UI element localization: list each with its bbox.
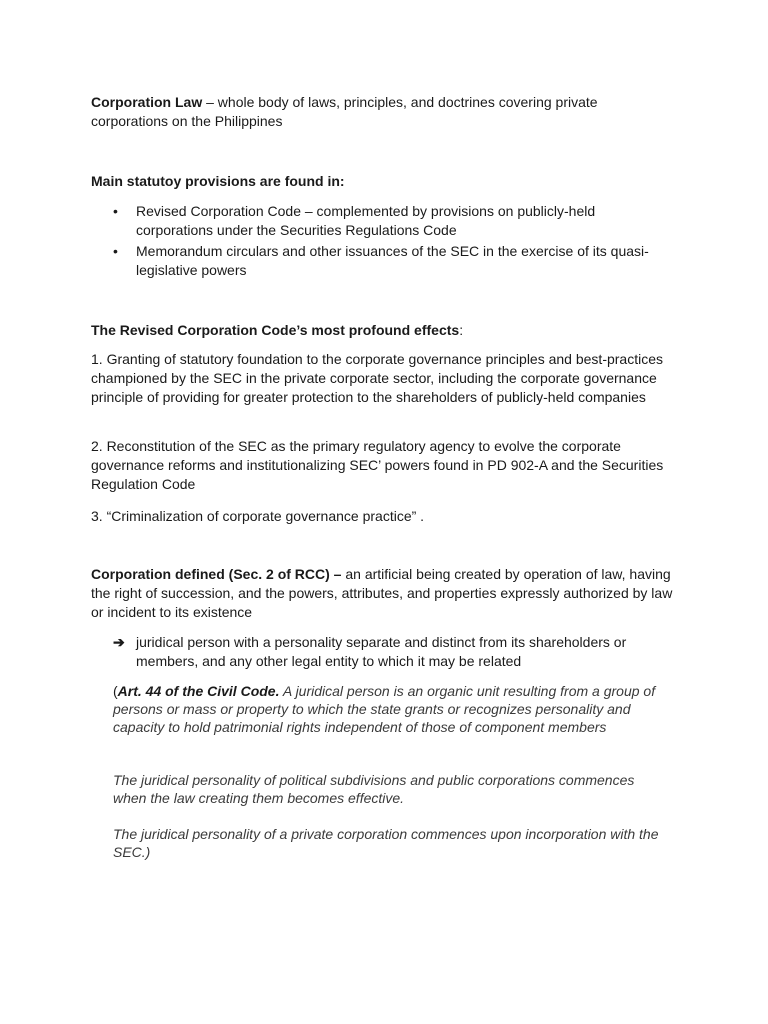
juridical-person-item: ➔ juridical person with a personality separate and distinct from its shareholders or members, and any other legal entity to which it may be related [113, 634, 627, 669]
list-item: • Memorandum circulars and other issuances of the SEC in the exercise of its quasi-legislative powers [113, 243, 649, 278]
corporation-law-term: Corporation Law [91, 94, 203, 110]
corporation-definition [91, 565, 676, 622]
definition-text: an artificial being created by operation of law, having the right of succession, and the powers, attributes, and properties expressly authorized by law or incident to its existence [91, 566, 673, 620]
civil-code-paragraph-1: (Art. 44 of the Civil Code. A juridical person is an organic unit resulting from a group of persons or mass or property to which the state grants or recognizes personality and capacity to hold patrimonial rights independent of those of component members [113, 683, 656, 735]
civil-code-paragraph-2: The juridical personality of political subdivisions and public corporations commences when the law creating them becomes effective. [113, 772, 635, 806]
provisions-list [113, 202, 673, 282]
bullet-icon: • [113, 203, 118, 219]
intro-paragraph [91, 93, 651, 131]
list-item: • Revised Corporation Code – complemented by provisions on publicly-held corporations under the Securities Regulations Code [113, 203, 596, 238]
effect-item-2: 2. Reconstitution of the SEC as the primary regulatory agency to evolve the corporate governance reforms and institutionalizing SEC’ powers found in PD 902-A and the Securities Regulation Code [91, 438, 664, 492]
effect-item-3: 3. “Criminalization of corporate governance practice” . [91, 508, 425, 524]
arrow-right-icon: ➔ [113, 634, 125, 650]
provisions-heading: Main statutoy provisions are found in: [91, 173, 345, 189]
definition-term: Corporation defined (Sec. 2 of RCC) – [91, 566, 342, 582]
effects-heading: The Revised Corporation Code’s most profound effects: [91, 322, 464, 338]
bullet-icon: • [113, 243, 118, 259]
corporation-law-definition: – whole body of laws, principles, and doctrines covering private corporations on the Philippines [91, 94, 598, 129]
civil-code-article: Art. 44 of the Civil Code. [117, 683, 280, 699]
effect-item-1: 1. Granting of statutory foundation to the corporate governance principles and best-practices championed by the SEC in the private corporate sector, including the corporate governance principle of providing for greater protection to the shareholders of publicly-held companies [91, 351, 664, 405]
civil-code-paragraph-3: The juridical personality of a private corporation commences upon incorporation with the SEC.) [113, 826, 659, 860]
